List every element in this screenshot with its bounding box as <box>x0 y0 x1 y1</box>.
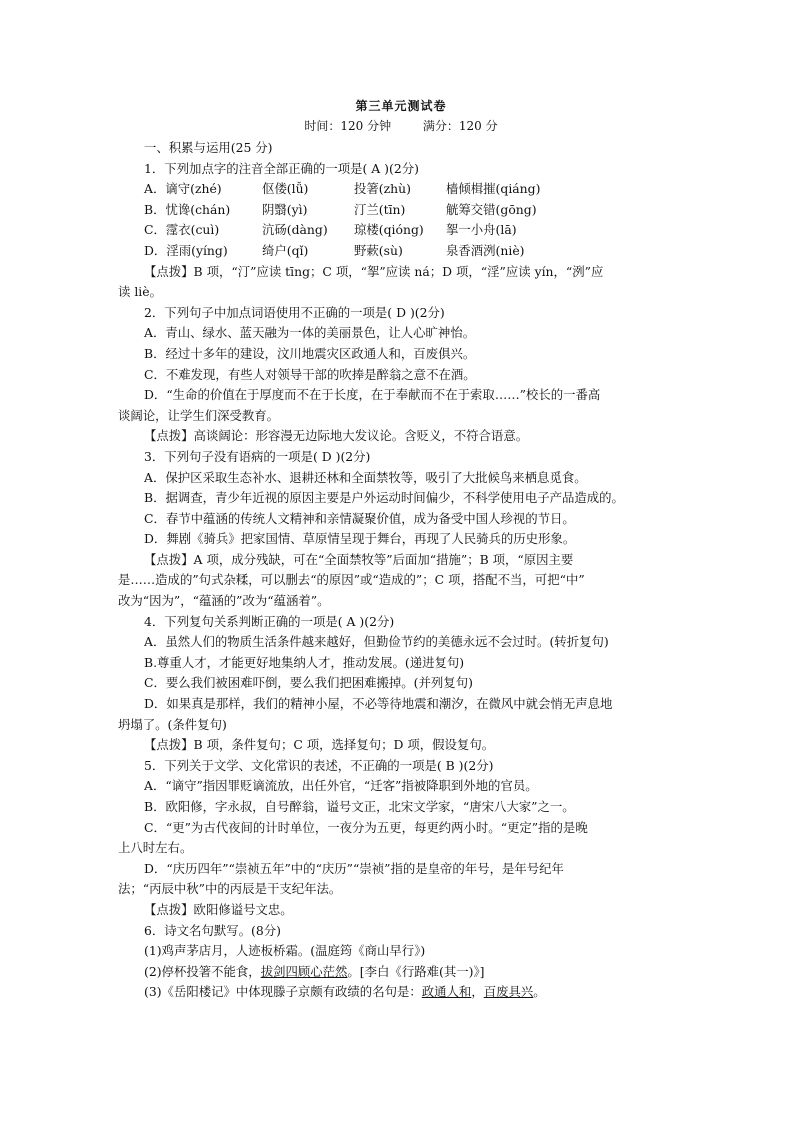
q1-a-1: A．谪守(zhé) <box>144 181 222 197</box>
q6-item-3 <box>118 982 684 1003</box>
q6-item-2-answer: 拔剑四顾心茫然 <box>260 963 348 979</box>
q5-stem: 5．下列关于文学、文化常识的表述，不正确的一项是( B )(2分) <box>144 757 494 773</box>
exam-meta <box>118 116 684 138</box>
q3-option-b: B．据调查，青少年近视的原因主要是户外运动时间偏少，不科学使用电子产品造成的。 <box>144 490 624 506</box>
q3-option-a: A．保护区采取生态补水、退耕还林和全面禁牧等，吸引了大批候鸟来栖息觅食。 <box>144 469 587 485</box>
q5-option-b: B．欧阳修，字永叔，自号醉翁，谥号文正，北宋文学家，“唐宋八大家”之一。 <box>144 799 575 814</box>
q1-option-a <box>118 179 684 200</box>
q6-item-1: (1)鸡声茅店月，人迹板桥霜。(温庭筠《商山早行》) <box>144 943 426 959</box>
q2-option-d: D．“生命的价值在于厚度而不在于长度，在于奉献而不在于索取……”校长的一番高 <box>144 387 601 403</box>
q5-option-c: C．“更”为古代夜间的计时单位，一夜分为五更，每更约两小时。“更定”指的是晚 <box>144 819 588 835</box>
q1-stem: 1．下列加点字的注音全部正确的一项是( A )(2分) <box>144 160 419 176</box>
q2-option-b: B．经过十多年的建设，汶川地震灾区政通人和，百废俱兴。 <box>144 345 476 361</box>
q1-b-3: 汀兰(tīn) <box>354 201 406 217</box>
q5-option-d-cont: 法；“丙辰中秋”中的丙辰是干支纪年法。 <box>118 881 342 897</box>
q1-c-3: 琼楼(qióng) <box>354 222 424 238</box>
q1-d-4: 泉香酒洌(niè) <box>446 242 525 258</box>
q1-a-2: 伛偻(lǚ) <box>262 181 309 197</box>
q6-item-2-pre: (2)停杯投箸不能食， <box>144 963 261 979</box>
q2-option-c: C．不难发现，有些人对领导干部的吹捧是醉翁之意不在酒。 <box>144 366 476 382</box>
exam-time: 时间：120 分钟 <box>304 119 392 133</box>
q3-option-d: D．舞剧《骑兵》把家国情、草原情呈现于舞台，再现了人民骑兵的历史形象。 <box>144 531 576 547</box>
q6-item-2 <box>118 962 684 983</box>
q1-d-2: 绮户(qǐ) <box>262 242 309 258</box>
q1-option-b <box>118 200 684 221</box>
section-heading: 一、积累与运用(25 分) <box>144 140 273 155</box>
q1-a-4: 樯倾楫摧(qiáng) <box>446 181 541 197</box>
q2-option-a: A．青山、绿水、蓝天融为一体的美丽景色，让人心旷神怡。 <box>144 325 476 341</box>
q6-item-2-post: 。[李白《行路难(其一)》] <box>347 963 485 979</box>
q1-c-2: 沆砀(dàng) <box>262 222 328 238</box>
q2-stem: 2．下列句子中加点词语使用不正确的一项是( D )(2分) <box>144 304 445 320</box>
q4-option-a: A．虽然人们的物质生活条件越来越好，但勤俭节约的美德永远不会过时。(转折复句) <box>144 634 609 650</box>
q3-tip-cont-2: 改为“因为”，“蕴涵的”改为“蕴涵着”。 <box>118 593 330 609</box>
q5-option-d: D．“庆历四年”“崇祯五年”中的“庆历”“崇祯”指的是皇帝的年号，是年号纪年 <box>144 860 564 876</box>
q1-tip-cont: 读 liè。 <box>118 284 162 300</box>
q2-option-d-cont: 谈阔论，让学生们深受教育。 <box>118 407 280 423</box>
q6-item-3-answer-1: 政通人和 <box>421 984 472 1000</box>
q3-tip: 【点拨】A 项，成分残缺，可在“全面禁牧等”后面加“措施”；B 项，“原因主要 <box>144 551 574 567</box>
q4-option-d-cont: 坍塌了。(条件复句) <box>118 716 227 732</box>
q3-stem: 3．下列句子没有语病的一项是( D )(2分) <box>144 448 371 464</box>
q5-option-a: A．“谪守”指因罪贬谪流放，出任外官，“迁客”指被降职到外地的官员。 <box>144 778 538 794</box>
q1-option-d <box>118 241 684 262</box>
q1-option-c <box>118 220 684 241</box>
page-title: 第三单元测试卷 <box>355 99 447 113</box>
q1-c-1: C．霪衣(cuì) <box>144 222 220 238</box>
q4-option-c: C．要么我们被困难吓倒，要么我们把困难搬掉。(并列复句) <box>144 675 473 691</box>
q4-stem: 4．下列复句关系判断正确的一项是( A )(2分) <box>144 613 395 629</box>
q4-option-d: D．如果真是那样，我们的精神小屋，不必等待地震和潮汐，在微风中就会悄无声息地 <box>144 696 613 712</box>
q6-item-3-pre: (3)《岳阳楼记》中体现滕子京颇有政绩的名句是： <box>144 984 422 1000</box>
q3-option-c: C．春节中蕴涵的传统人文精神和亲情凝聚价值，成为备受中国人珍视的节日。 <box>144 510 575 526</box>
q2-tip: 【点拨】高谈阔论：形容漫无边际地大发议论。含贬义，不符合语意。 <box>144 428 529 444</box>
q6-item-3-post: 。 <box>533 984 546 1000</box>
q4-tip: 【点拨】B 项，条件复句；C 项，选择复句；D 项，假设复句。 <box>144 737 495 753</box>
exam-page <box>118 96 684 1003</box>
q6-item-3-answer-2: 百废具兴 <box>483 984 534 1000</box>
q6-item-3-sep: ， <box>471 984 484 1000</box>
q1-b-2: 阴翳(yì) <box>262 201 308 217</box>
q4-option-b: B.尊重人才，才能更好地集纳人才，推动发展。(递进复句) <box>144 654 465 670</box>
q5-option-c-cont: 上八时左右。 <box>118 840 193 856</box>
q1-a-3: 投箸(zhù) <box>354 181 411 197</box>
q1-tip: 【点拨】B 项，“汀”应读 tīng；C 项，“挐”应读 ná；D 项，“淫”应读 yín，“洌”应 <box>144 263 604 279</box>
q1-b-4: 觥筹交错(gōng) <box>446 201 537 217</box>
q1-d-3: 野蔌(sù) <box>354 242 403 258</box>
q3-tip-cont-1: 是……造成的”句式杂糅，可以删去“的原因”或“造成的”；C 项，搭配不当，可把“中” <box>118 572 585 588</box>
q1-c-4: 挐一小舟(lā) <box>446 222 517 238</box>
q1-b-1: B．忧谗(chán) <box>144 201 231 217</box>
q6-stem: 6．诗文名句默写。(8分) <box>144 922 281 938</box>
q1-d-1: D．淫雨(yíng) <box>144 242 228 258</box>
q5-tip: 【点拨】欧阳修谥号文忠。 <box>144 901 293 917</box>
exam-score: 满分：120 分 <box>422 119 498 133</box>
